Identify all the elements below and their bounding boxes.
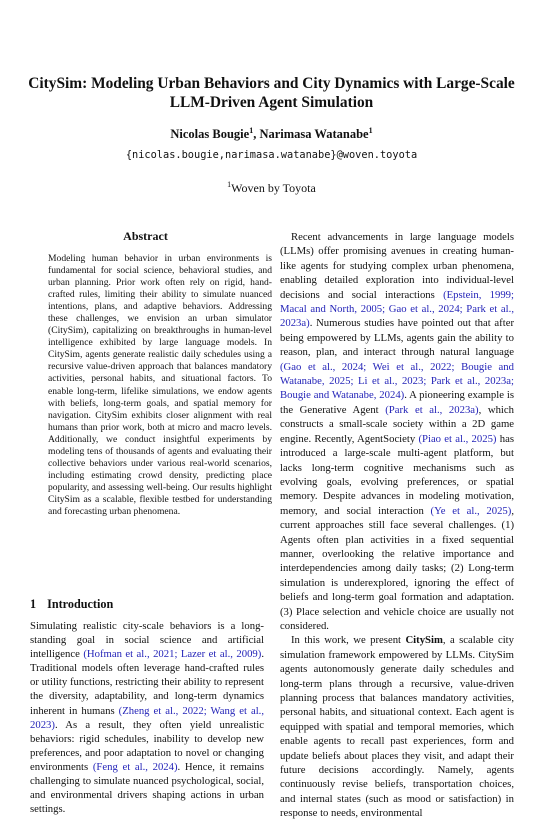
affiliation bbox=[0, 180, 543, 196]
text-run: In this work, we present bbox=[291, 634, 406, 647]
citation-link[interactable]: (Zheng et al., 2022; Wang et al., 2023) bbox=[30, 704, 265, 731]
section-title: Introduction bbox=[47, 597, 114, 611]
system-name: CitySim bbox=[405, 634, 443, 647]
text-run: . A pioneering example is the Generative Agent bbox=[280, 389, 514, 416]
text-run: Recent advancements in large language models (LLMs) offer promising avenues in creating human-like agents for studying complex urban phenomena, enabling detailed exploration into individual-level decisions and social interactions bbox=[280, 231, 514, 301]
text-run: . As a result, they often yield unrealistic behaviors: rigid schedules, inability to develop new preferences, and poor adaptation to novel or changing environments bbox=[30, 718, 264, 773]
paper-title: CitySim: Modeling Urban Behaviors and City Dynamics with Large-Scale LLM-Driven Agent Simulation bbox=[28, 75, 515, 111]
citation-link[interactable]: (Gao et al., 2024; Wei et al., 2022; Bougie and Watanabe, 2025; Li et al., 2023; Park et al., 2023a; Bougie and Watanabe, 2024) bbox=[280, 360, 514, 402]
affiliation-mark: 1 bbox=[249, 125, 254, 135]
author-emails: {nicolas.bougie,narimasa.watanabe}@woven.toyota bbox=[125, 149, 418, 161]
text-run: . Numerous studies have pointed out that after being empowered by LLMs, agents gain the ability to reason, plan, and interact through natural language bbox=[280, 317, 514, 359]
citation-link[interactable]: (Piao et al., 2025) bbox=[418, 432, 497, 445]
body-paragraph bbox=[280, 633, 514, 820]
author-separator: , bbox=[253, 127, 260, 141]
text-run: . Hence, it remains challenging to simulate nuanced psychological, social, and environmental drivers shaping actions in urban settings. bbox=[30, 760, 264, 816]
text-run: Simulating realistic city-scale behaviors is a long-standing goal in social science and artificial intelligence bbox=[30, 620, 264, 661]
section-number: 1 bbox=[30, 597, 37, 611]
right-column bbox=[280, 230, 514, 821]
citation-link[interactable]: (Hofman et al., 2021; Lazer et al., 2009) bbox=[83, 648, 262, 661]
text-run: . Traditional models often leverage hand-crafted rules or utility functions, restricting their ability to represent the diversity, adaptability, and long-term dynamics inherent in humans bbox=[30, 648, 264, 717]
affiliation-mark: 1 bbox=[368, 125, 373, 135]
citation-link[interactable]: (Epstein, 1999; Macal and North, 2005; Gao et al., 2024; Park et al., 2023a) bbox=[280, 288, 514, 330]
body-paragraph bbox=[280, 230, 514, 633]
author-list bbox=[0, 126, 543, 142]
affiliation-mark: 1 bbox=[227, 180, 232, 189]
intro-paragraph bbox=[30, 619, 264, 816]
citation-link[interactable]: (Feng et al., 2024) bbox=[92, 760, 178, 773]
text-run: , which constructs a small-scale society within a 2D game engine. Recently, AgentSociety bbox=[280, 403, 514, 445]
citation-link[interactable]: (Park et al., 2023a) bbox=[385, 403, 479, 416]
affiliation-name: Woven by Toyota bbox=[231, 181, 316, 195]
section-heading bbox=[30, 597, 113, 612]
citation-link[interactable]: (Ye et al., 2025) bbox=[430, 504, 512, 517]
abstract-text: Modeling human behavior in urban environments is fundamental for social science, behavioral studies, and urban planning. Prior work often rely on rigid, hand-crafted rules, limiting their ability to simulate nuanced intentions, plans, and adaptive behaviors. Addressing these challenges, we envision an urban simulator (CitySim), capitalizing on breakthroughs in human-level intelligence exhibited by large language models. In CitySim, agents generate realistic daily schedules using a recursive value-driven approach that balances mandatory activities, personal habits, and situational factors. To enable long-term, lifelike simulations, we endow agents with beliefs, long-term goals, and spatial memory for navigation. CitySim exhibits closer alignment with real humans than prior work, both at micro and macro levels. Additionally, we conduct insightful experiments by modeling tens of thousands of agents and evaluating their collective behaviors under various real-world scenarios, including estimating crowd density, predicting place popularity, and assessing well-being. Our results highlight CitySim as a scalable, flexible testbed for understanding and forecasting urban phenomena. bbox=[48, 253, 272, 517]
author-name: Nicolas Bougie bbox=[170, 127, 250, 141]
abstract-heading: Abstract bbox=[123, 229, 168, 243]
text-run: , current approaches still face several challenges. (1) Agents often plan activities in a fixed sequential manner, overlooking the relative importance and interdependencies among daily tasks; (2) Long-term simulation is underexplored, ignoring the effect of beliefs and long-term goal formation and adaptation. (3) Place selection and vehicle choice are usually not considered. bbox=[280, 504, 515, 632]
author-name: Narimasa Watanabe bbox=[259, 127, 369, 141]
text-run: , a scalable city simulation framework empowered by LLMs. CitySim agents autonomously generate daily schedules and long-term plans through a recursive, value-driven planning process that balances mandatory activities, personal habits, and situational context. Each agent is equipped with spatial and temporal memories, which enable agents to recall past experiences, form and update beliefs about places they visit, and adapt their future decisions accordingly. Namely, agents continuously revise beliefs, transportation choices, and internal states (such as mood or satisfaction) in response to needs, environmental bbox=[280, 634, 515, 820]
text-run: has introduced a large-scale multi-agent platform, but lacks long-term cognitive mechanisms such as evolving goals, evolving preferences, or spatial memory. Despite advances in modeling motivation, memory, and social interaction bbox=[280, 432, 514, 517]
